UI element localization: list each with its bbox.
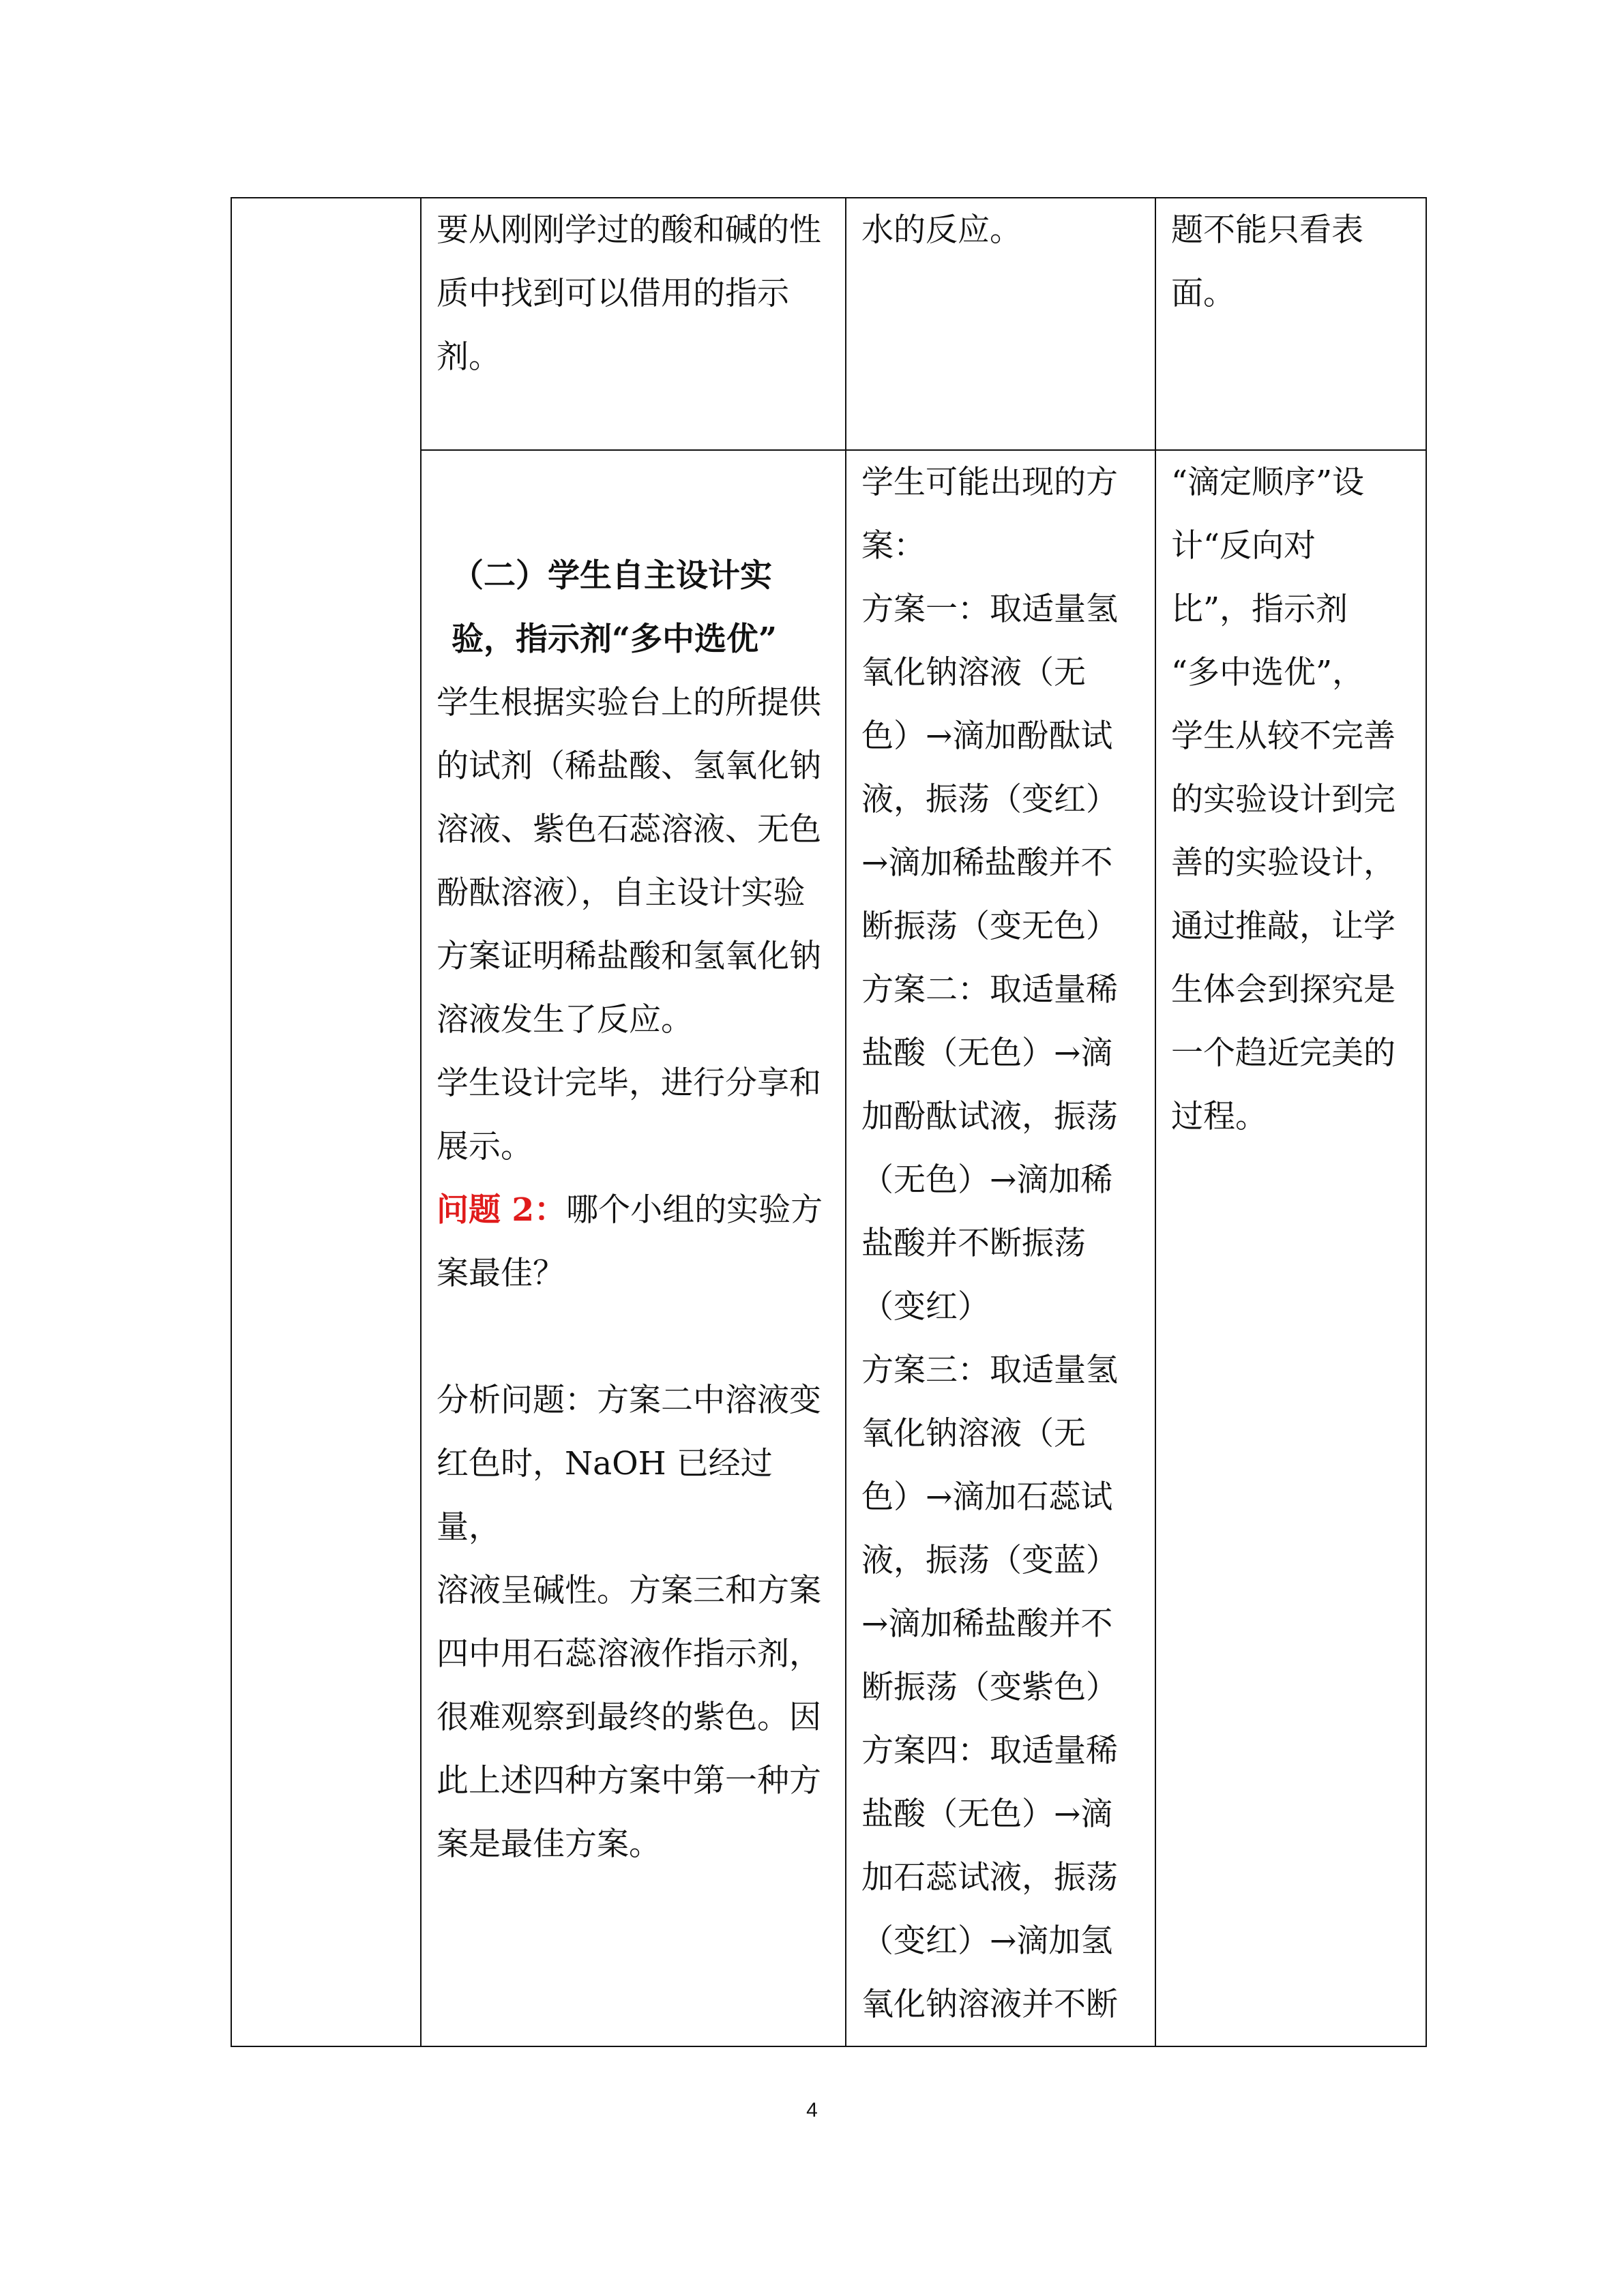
row1-student-text bbox=[846, 198, 1155, 262]
text-line: 生体会到探究是 bbox=[1171, 971, 1396, 1009]
text-line: 加酚酞试液，振荡 bbox=[861, 1098, 1118, 1135]
text-line: 剂。 bbox=[437, 338, 501, 376]
text-line: 案是最佳方案。 bbox=[437, 1825, 661, 1863]
row1-intent-text bbox=[1156, 198, 1426, 325]
text-line: 方案三：取适量氢 bbox=[861, 1352, 1118, 1389]
text-line: 液，振荡（变蓝） bbox=[861, 1542, 1118, 1579]
text-line: 的试剂（稀盐酸、氢氧化钠 bbox=[437, 747, 821, 785]
table-cell-teaching bbox=[421, 450, 846, 2046]
text-line: 溶液、紫色石蕊溶液、无色 bbox=[437, 811, 821, 848]
text-line: 盐酸并不断振荡 bbox=[861, 1225, 1086, 1262]
table-cell-teaching bbox=[421, 198, 846, 450]
text-line: 要从刚刚学过的酸和碱的性 bbox=[437, 211, 821, 249]
text-line: 学生设计完毕，进行分享和 bbox=[437, 1064, 821, 1102]
text-line: 过程。 bbox=[1171, 1098, 1267, 1135]
text-line: 方案四：取适量稀 bbox=[861, 1732, 1118, 1770]
text-line: 盐酸（无色）→滴 bbox=[861, 1034, 1113, 1072]
text-line: 四中用石蕊溶液作指示剂， bbox=[437, 1635, 821, 1673]
row2-intent-text bbox=[1156, 451, 1426, 1148]
text-line: 酚酞溶液），自主设计实验 bbox=[437, 874, 806, 912]
text-line: “滴定顺序”设 bbox=[1171, 464, 1365, 501]
table-cell-stage bbox=[231, 198, 421, 2046]
text-line: 善的实验设计， bbox=[1171, 844, 1396, 882]
text-line: （变红） bbox=[861, 1288, 990, 1326]
text-line: 溶液呈碱性。方案三和方案 bbox=[437, 1572, 821, 1609]
text-line: 学生从较不完善 bbox=[1171, 717, 1396, 755]
text-line: 质中找到可以借用的指示 bbox=[437, 275, 789, 312]
text-line: （无色）→滴加稀 bbox=[861, 1161, 1113, 1199]
text-line: 氧化钠溶液（无 bbox=[861, 654, 1086, 691]
text-line: 分析问题：方案二中溶液变 bbox=[437, 1382, 821, 1419]
text-line: 断振荡（变紫色） bbox=[861, 1669, 1118, 1706]
row2-student-text bbox=[846, 451, 1155, 2036]
text-line: 盐酸（无色）→滴 bbox=[861, 1795, 1113, 1833]
text-line: 方案二：取适量稀 bbox=[861, 971, 1118, 1009]
question-text: 哪个小组的实验方 bbox=[566, 1191, 823, 1229]
table-cell-student bbox=[846, 198, 1155, 450]
text-line: 题不能只看表 bbox=[1171, 211, 1363, 249]
text-line: 此上述四种方案中第一种方 bbox=[437, 1762, 821, 1800]
text-line: （变红）→滴加氢 bbox=[861, 1922, 1113, 1960]
text-line: 展示。 bbox=[437, 1128, 533, 1165]
text-line: 氧化钠溶液（无 bbox=[861, 1415, 1086, 1452]
text-line: 方案证明稀盐酸和氢氧化钠 bbox=[437, 938, 821, 975]
text-line: 一个趋近完美的 bbox=[1171, 1034, 1396, 1072]
lesson-table bbox=[231, 197, 1427, 2047]
text-line: 断振荡（变无色） bbox=[861, 908, 1118, 945]
text-line: 很难观察到最终的紫色。因 bbox=[437, 1699, 821, 1736]
question-2 bbox=[437, 1178, 833, 1305]
text-line: →滴加稀盐酸并不 bbox=[861, 1605, 1113, 1643]
table-row bbox=[231, 198, 1426, 450]
text-line: 红色时，NaOH 已经过量， bbox=[437, 1445, 773, 1546]
text-line: 比”，指示剂 bbox=[1171, 591, 1348, 628]
text-line: 验，指示剂“多中选优” bbox=[452, 621, 778, 658]
table-cell-intent bbox=[1155, 198, 1426, 450]
text-line: 色）→滴加石蕊试 bbox=[861, 1478, 1113, 1516]
text-line: →滴加稀盐酸并不 bbox=[861, 844, 1113, 882]
text-line: （二）学生自主设计实 bbox=[452, 557, 772, 595]
text-line: 方案一：取适量氢 bbox=[861, 591, 1118, 628]
table-cell-intent bbox=[1155, 450, 1426, 2046]
text-line: 面。 bbox=[1171, 275, 1235, 312]
design-instructions bbox=[437, 671, 833, 1052]
text-line: 的实验设计到完 bbox=[1171, 781, 1396, 818]
text-line: 学生根据实验台上的所提供 bbox=[437, 684, 821, 721]
text-line: 色）→滴加酚酞试 bbox=[861, 717, 1113, 755]
text-line: 学生可能出现的方 bbox=[861, 464, 1118, 501]
section-heading bbox=[437, 544, 833, 671]
text-line: 溶液发生了反应。 bbox=[437, 1001, 693, 1039]
text-line: 氧化钠溶液并不断 bbox=[861, 1986, 1118, 2023]
text-line: 水的反应。 bbox=[861, 211, 1022, 249]
row1-teaching-text bbox=[422, 198, 845, 389]
text-line: 计“反向对 bbox=[1171, 527, 1316, 565]
text-line: 加石蕊试液，振荡 bbox=[861, 1859, 1118, 1896]
analysis-text bbox=[437, 1369, 833, 1876]
sharing-instructions bbox=[437, 1052, 833, 1178]
table-cell-student bbox=[846, 450, 1155, 2046]
text-line: “多中选优”， bbox=[1171, 654, 1365, 691]
text-line: 液，振荡（变红） bbox=[861, 781, 1118, 818]
text-line: 案： bbox=[861, 527, 926, 565]
question-label: 问题 2： bbox=[437, 1191, 567, 1229]
page-number: 4 bbox=[806, 2099, 818, 2121]
text-line: 通过推敲，让学 bbox=[1171, 908, 1396, 945]
row2-teaching-text bbox=[422, 451, 845, 1876]
question-text: 案最佳？ bbox=[437, 1255, 565, 1292]
